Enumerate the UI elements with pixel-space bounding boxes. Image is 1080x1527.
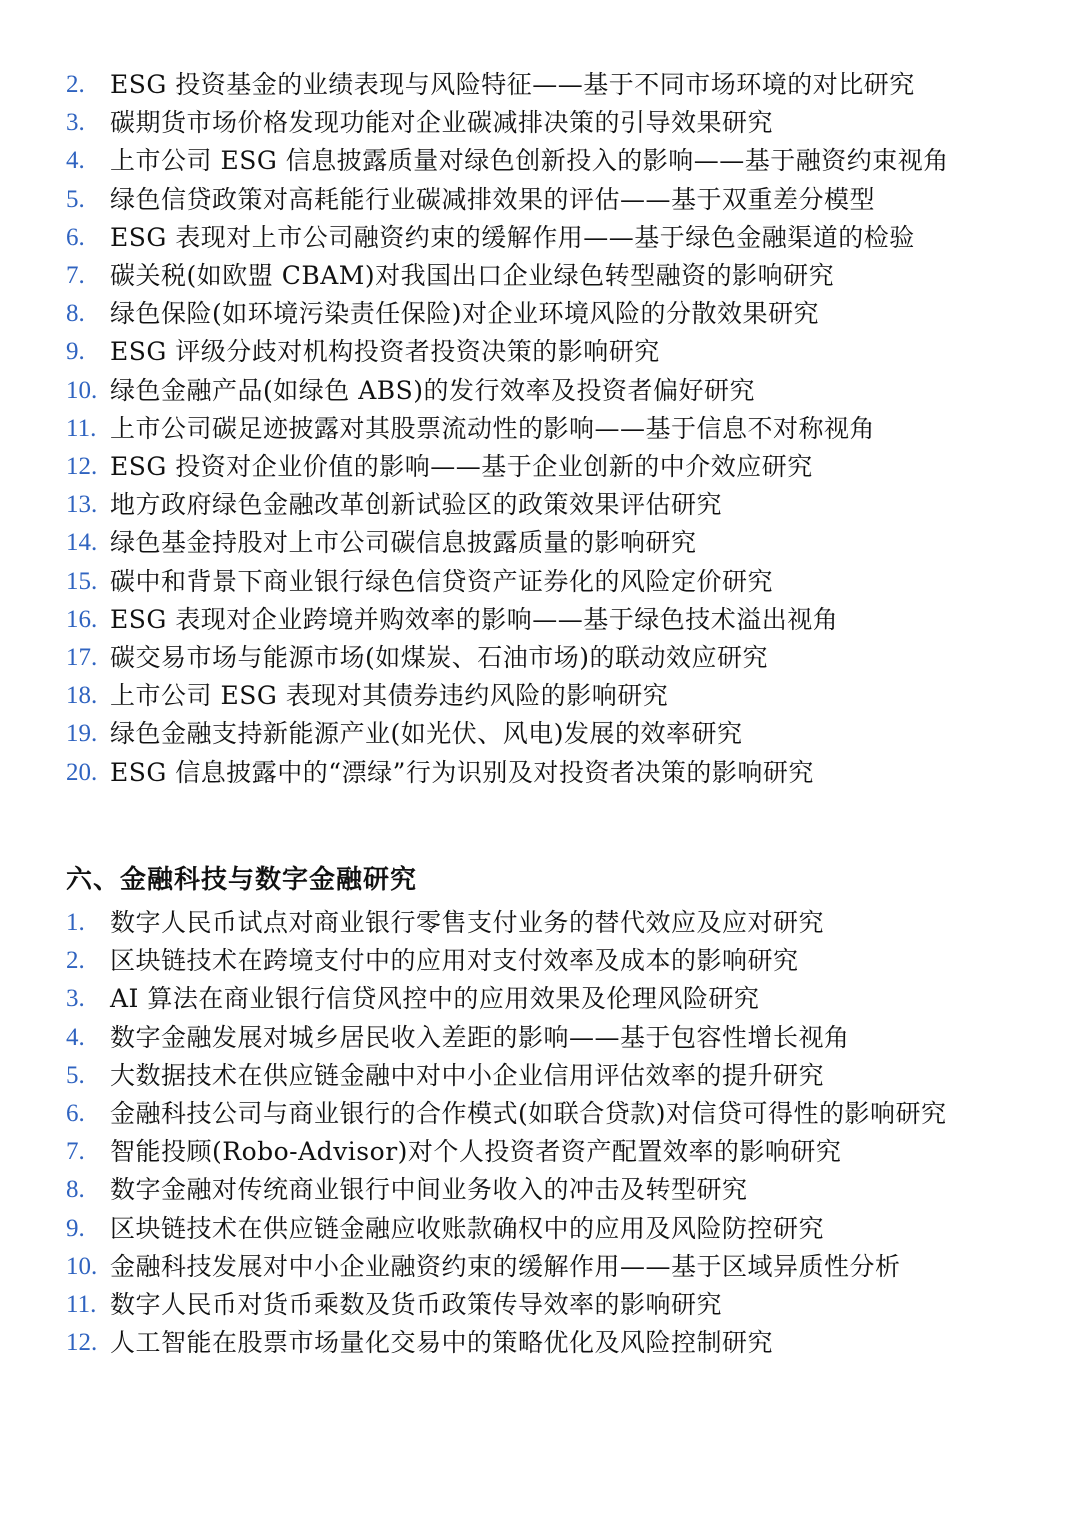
item-number: 8. xyxy=(66,1176,85,1204)
item-text: 碳期货市场价格发现功能对企业碳减排决策的引导效果研究 xyxy=(110,108,774,138)
item-number: 10. xyxy=(66,376,98,404)
item-number: 20. xyxy=(66,758,98,786)
list-item xyxy=(0,181,1012,219)
list-item xyxy=(0,410,1012,448)
item-text: 数字金融发展对城乡居民收入差距的影响——基于包容性增长视角 xyxy=(110,1022,850,1052)
section5-topic-list xyxy=(0,66,1080,792)
list-item xyxy=(0,1133,1012,1171)
item-number: 11. xyxy=(66,1291,97,1319)
item-text: 绿色金融产品(如绿色 ABS)的发行效率及投资者偏好研究 xyxy=(110,375,756,405)
item-number: 12. xyxy=(66,1329,98,1357)
list-item xyxy=(0,980,1012,1018)
item-text: ESG 表现对企业跨境并购效率的影响——基于绿色技术溢出视角 xyxy=(110,604,839,634)
item-text: 绿色保险(如环境污染责任保险)对企业环境风险的分散效果研究 xyxy=(110,299,820,329)
item-text: 上市公司碳足迹披露对其股票流动性的影响——基于信息不对称视角 xyxy=(110,413,876,443)
item-number: 5. xyxy=(66,185,85,213)
item-number: 17. xyxy=(66,644,98,672)
section-heading: 六、金融科技与数字金融研究 xyxy=(66,865,418,895)
item-number: 9. xyxy=(66,1214,85,1242)
list-item xyxy=(0,486,1012,524)
item-text: 上市公司 ESG 表现对其债券违约风险的影响研究 xyxy=(110,681,669,711)
item-text: 绿色基金持股对上市公司碳信息披露质量的影响研究 xyxy=(110,528,697,558)
list-item xyxy=(0,1210,1012,1248)
list-item xyxy=(0,754,1012,792)
item-text: 金融科技发展对中小企业融资约束的缓解作用——基于区域异质性分析 xyxy=(110,1251,901,1281)
list-item xyxy=(0,563,1012,601)
item-number: 7. xyxy=(66,1138,85,1166)
item-text: 区块链技术在供应链金融应收账款确权中的应用及风险防控研究 xyxy=(110,1213,825,1243)
item-number: 19. xyxy=(66,720,98,748)
item-text: 地方政府绿色金融改革创新试验区的政策效果评估研究 xyxy=(110,490,723,520)
item-number: 18. xyxy=(66,682,98,710)
item-text: 大数据技术在供应链金融中对中小企业信用评估效率的提升研究 xyxy=(110,1060,825,1090)
item-text: 碳交易市场与能源市场(如煤炭、石油市场)的联动效应研究 xyxy=(110,643,769,673)
item-text: 绿色金融支持新能源产业(如光伏、风电)发展的效率研究 xyxy=(110,719,743,749)
item-text: ESG 投资对企业价值的影响——基于企业创新的中介效应研究 xyxy=(110,452,813,482)
list-item xyxy=(0,1286,1012,1324)
item-number: 2. xyxy=(66,947,85,975)
list-item xyxy=(0,1057,1012,1095)
item-number: 16. xyxy=(66,605,98,633)
item-text: 区块链技术在跨境支付中的应用对支付效率及成本的影响研究 xyxy=(110,946,799,976)
list-item xyxy=(0,1019,1012,1057)
item-number: 3. xyxy=(66,109,85,137)
item-number: 15. xyxy=(66,567,98,595)
item-text: 人工智能在股票市场量化交易中的策略优化及风险控制研究 xyxy=(110,1328,774,1358)
item-number: 8. xyxy=(66,300,85,328)
item-number: 10. xyxy=(66,1252,98,1280)
list-item xyxy=(0,142,1012,180)
item-number: 3. xyxy=(66,985,85,1013)
list-item xyxy=(0,1095,1012,1133)
item-text: 上市公司 ESG 信息披露质量对绿色创新投入的影响——基于融资约束视角 xyxy=(110,146,949,176)
item-number: 14. xyxy=(66,529,98,557)
list-item xyxy=(0,1324,1012,1362)
item-number: 7. xyxy=(66,262,85,290)
item-number: 11. xyxy=(66,414,97,442)
list-item xyxy=(0,295,1012,333)
list-item xyxy=(0,66,1012,104)
item-number: 2. xyxy=(66,71,85,98)
list-item xyxy=(0,448,1012,486)
list-item xyxy=(0,1171,1012,1209)
section6-topic-list xyxy=(0,904,1080,1362)
list-item xyxy=(0,524,1012,562)
item-text: ESG 投资基金的业绩表现与风险特征——基于不同市场环境的对比研究 xyxy=(110,70,915,99)
list-item xyxy=(0,601,1012,639)
item-text: ESG 评级分歧对机构投资者投资决策的影响研究 xyxy=(110,337,660,367)
list-item xyxy=(0,715,1012,753)
list-item xyxy=(0,677,1012,715)
item-number: 6. xyxy=(66,1100,85,1128)
item-text: ESG 信息披露中的“漂绿”行为识别及对投资者决策的影响研究 xyxy=(110,757,814,787)
list-item xyxy=(0,372,1012,410)
list-item xyxy=(0,219,1012,257)
item-text: AI 算法在商业银行信贷风控中的应用效果及伦理风险研究 xyxy=(110,984,760,1014)
item-text: 碳中和背景下商业银行绿色信贷资产证券化的风险定价研究 xyxy=(110,566,774,596)
item-text: 智能投顾(Robo-Advisor)对个人投资者资产配置效率的影响研究 xyxy=(110,1137,842,1167)
list-item xyxy=(0,257,1012,295)
item-text: 金融科技公司与商业银行的合作模式(如联合贷款)对信贷可得性的影响研究 xyxy=(110,1099,947,1129)
list-item xyxy=(0,1248,1012,1286)
item-number: 4. xyxy=(66,1023,85,1051)
item-number: 9. xyxy=(66,338,85,366)
list-item xyxy=(0,104,1012,142)
item-text: 绿色信贷政策对高耗能行业碳减排效果的评估——基于双重差分模型 xyxy=(110,184,876,214)
list-item xyxy=(0,904,1012,942)
list-item xyxy=(0,639,1012,677)
list-item xyxy=(0,333,1012,371)
item-number: 12. xyxy=(66,453,98,481)
item-text: ESG 表现对上市公司融资约束的缓解作用——基于绿色金融渠道的检验 xyxy=(110,222,915,252)
item-text: 数字人民币对货币乘数及货币政策传导效率的影响研究 xyxy=(110,1290,723,1320)
item-text: 数字人民币试点对商业银行零售支付业务的替代效应及应对研究 xyxy=(110,908,825,937)
item-number: 1. xyxy=(66,909,85,936)
item-text: 碳关税(如欧盟 CBAM)对我国出口企业绿色转型融资的影响研究 xyxy=(110,261,835,291)
item-number: 5. xyxy=(66,1061,85,1089)
item-text: 数字金融对传统商业银行中间业务收入的冲击及转型研究 xyxy=(110,1175,748,1205)
item-number: 6. xyxy=(66,223,85,251)
item-number: 13. xyxy=(66,491,98,519)
list-item xyxy=(0,942,1012,980)
item-number: 4. xyxy=(66,147,85,175)
